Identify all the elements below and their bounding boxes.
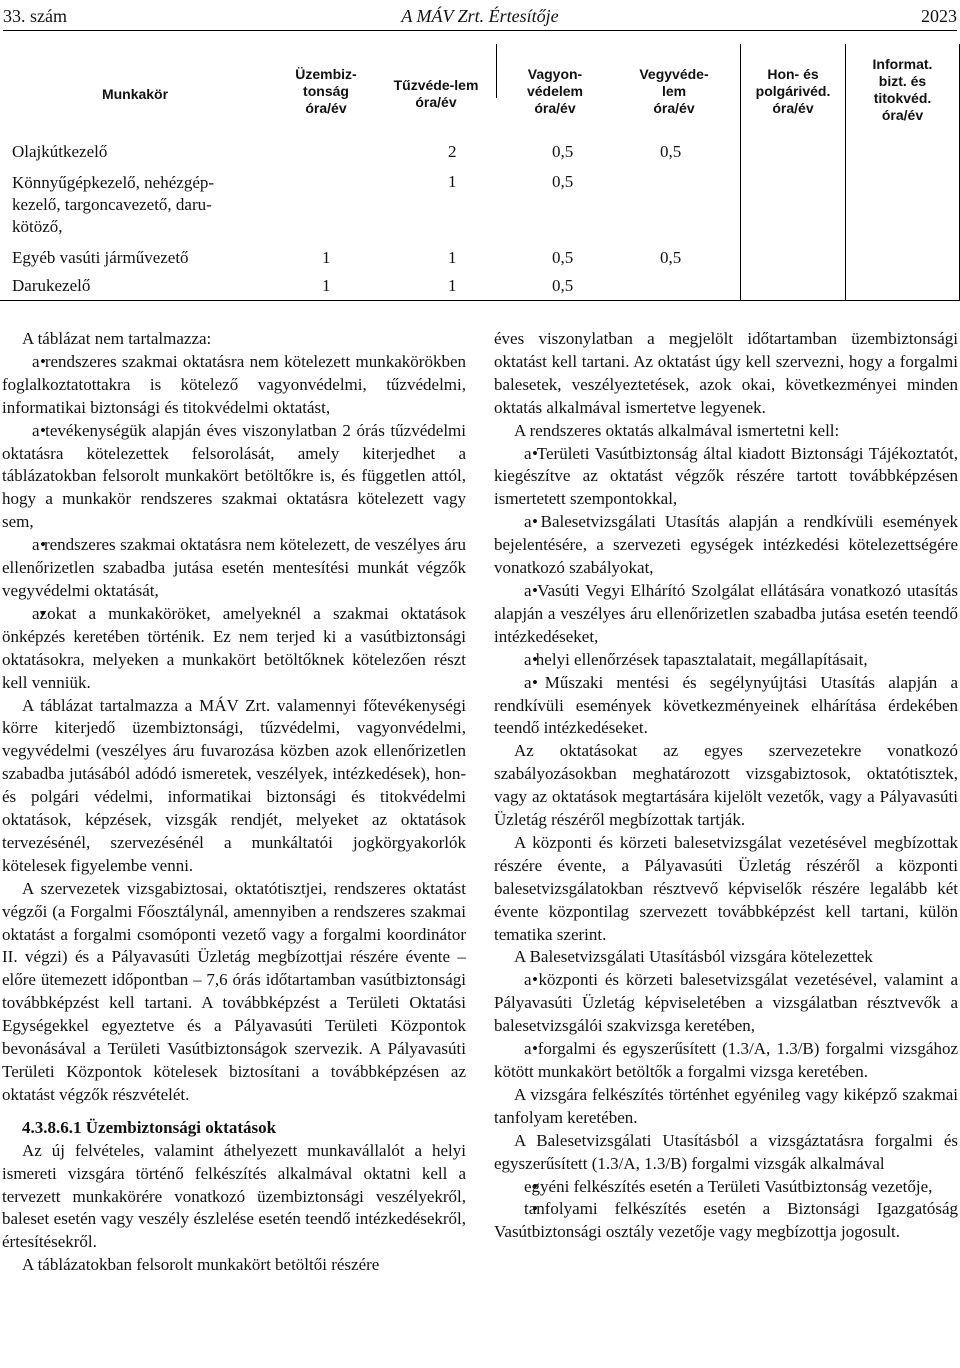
bullet-item: • a Balesetvizsgálati Utasítás alapján a rendkívüli események bejelentésére, a szervezeti egységek intézkedési kötelezettségére vonatkozó szabályokat, (494, 511, 958, 580)
cell-tuzvedelem: 1 (448, 276, 457, 295)
cell-tuzvedelem: 1 (448, 172, 457, 191)
paragraph: Az oktatásokat az egyes szervezetekre vonatkozó szabályozásokban meghatározott vizsgabiztosok, oktatótisztek, vagy az oktatások megtartására kijelölt vezetők, vagy a Pályavasúti Üzletág részéről megbízottak tartják. (494, 741, 958, 830)
paragraph: A rendszeres oktatás alkalmával ismertetni kell: (514, 420, 840, 440)
header-tuzvedelem: Tűzvéde-lem óra/év (393, 77, 479, 110)
header-munkakor: Munkakör (101, 86, 169, 102)
bullet-item: • a tevékenységük alapján éves viszonylatban 2 órás tűzvédelmi oktatásra kötelezettek felsorolását, amely kiterjedhet a táblázatokban felsorolt munkakört betöltőkre is, és független attól, hogy a munkakör rendszeres szakmai oktatásra kötelezett vagy sem, (2, 420, 466, 535)
bullet-item: • a forgalmi és egyszerűsített (1.3/A, 1.3/B) forgalmi vizsgához kötött munkakört betöltők a forgalmi vizsga keretében. (494, 1038, 958, 1084)
header-uzembiztonsag: Üzembiz- tonság óra/év (295, 66, 357, 116)
row-name-konnyugepkezelo: Könnyűgépkezelő, nehézgép- kezelő, targoncavezető, daru- kötöző, (12, 173, 215, 236)
paragraph: A vizsgára felkészítés történhet egyénileg vagy kiképző szakmai tanfolyam keretében. (494, 1084, 958, 1127)
header-informatikai: Informat. bizt. és titokvéd. óra/év (872, 56, 933, 123)
cell-vagyonvedelem: 0,5 (552, 172, 574, 191)
publication-year: 2023 (921, 6, 957, 26)
row-divider (0, 300, 960, 301)
cell-uzembiztonsag: 1 (322, 276, 331, 295)
header-vegyvedelem: Vegyvéde- lem óra/év (639, 66, 709, 116)
paragraph: A táblázat nem tartalmazza: (22, 329, 212, 348)
paragraph: A Balesetvizsgálati Utasításból vizsgára kötelezettek (514, 947, 873, 967)
cell-tuzvedelem: 2 (448, 142, 457, 161)
bullet-item: • a Területi Vasútbiztonság által kiadott Biztonsági Tájékoztatót, kiegészítve az oktatást végzők részére tartott továbbképzésen ismertetett szempontokkal, (494, 443, 958, 512)
cell-vagyonvedelem: 0,5 (552, 276, 574, 295)
paragraph: A központi és körzeti balesetvizsgálat vezetésével megbízottak részére évente, a Pályavasúti Üzletág részéről a központi balesetvizsgálatokban résztvevő képviselők részére legalább két évente központilag szervezett továbbképzést kell tartani, külön tematika szerint. (494, 832, 958, 944)
row-name-olajkutkezelo: Olajkútkezelő (12, 142, 108, 161)
paragraph: Az új felvételes, valamint áthelyezett munkavállalót a helyi ismereti vizsgára történő felkészítés alkalmával oktatni kell a tervezett munkakörére vonatkozó üzembiztonsági veszélyekről, baleset esetén vagy veszély észlelése esetén teendő intézkedésekről, értesítésekről. (2, 1140, 466, 1252)
bullet-item: • azokat a munkaköröket, amelyeknél a szakmai oktatások önképzés keretében történik. Ez nem terjed ki a vasútbiztonsági oktatásokra, melyeken a munkakört betöltőknek kötelezően részt kell venniük. (2, 603, 466, 695)
row-name-darukezelo: Darukezelő (12, 276, 91, 295)
left-text-column (2, 328, 466, 1277)
section-heading: 4.3.8.6.1 Üzembiztonsági oktatások (22, 1117, 277, 1137)
bullet-item: • a rendszeres szakmai oktatásra nem kötelezett munkakörökben foglalkoztatottakra is kötelező vagyonvédelmi, tűzvédelmi, informatikai biztonsági és titokvédelmi oktatást, (2, 351, 466, 420)
bullet-item: • tanfolyami felkészítés esetén a Biztonsági Igazgatóság Vasútbiztonsági osztály vezetője vagy megbízottja jogosult. (494, 1198, 958, 1244)
header-rule (3, 30, 957, 31)
paragraph: A táblázatokban felsorolt munkakört betöltői részére (22, 1255, 380, 1275)
paragraph: A Balesetvizsgálati Utasításból a vizsgáztatásra forgalmi és egyszerűsített (1.3/A, 1.3/B) forgalmi vizsgák alkalmával (494, 1130, 958, 1173)
paragraph: A táblázat tartalmazza a MÁV Zrt. valamennyi főtevékenységi körre kiterjedő üzembiztonsági, tűzvédelmi, vagyonvédelmi, vegyvédelmi (veszélyes áru fuvarozása közben azok ellenőrizetlen szabadba jutásából adódó ismeretek, veszélyek, intézkedések), hon- és polgári védelmi, informatikai biztonsági és titokvédelmi oktatások, képzések, vizsgák rendjét, melyeket az oktatások tervezésénél, szervezésénél a munkáltatói jogkörgyakorlók kötelesek figyelembe venni. (2, 695, 466, 875)
issue-number: 33. szám (3, 6, 67, 26)
header-vagyonvedelem: Vagyon- védelem óra/év (526, 66, 584, 116)
page-header (3, 6, 957, 30)
training-hours-table (0, 44, 960, 300)
cell-vagyonvedelem: 0,5 (552, 248, 574, 267)
bullet-item: • a helyi ellenőrzések tapasztalatait, megállapításait, (494, 649, 958, 672)
right-text-column (494, 328, 958, 1244)
cell-vagyonvedelem: 0,5 (552, 142, 574, 161)
cell-vegyvedelem: 0,5 (660, 248, 682, 267)
cell-vegyvedelem: 0,5 (660, 142, 682, 161)
bullet-item: • a Vasúti Vegyi Elhárító Szolgálat ellátására vonatkozó utasítás alapján a veszélyes áru ellenőrizetlen szabadba jutása esetén teendő intézkedéseket, (494, 580, 958, 649)
bullet-item: • a központi és körzeti balesetvizsgálat vezetésével, valamint a Pályavasúti Üzletág képviseletében a vizsgálatban résztvevők a balesetvizsgálói szakvizsga keretében, (494, 969, 958, 1038)
cell-uzembiztonsag: 1 (322, 248, 331, 267)
paragraph: éves viszonylatban a megjelölt időtartamban üzembiztonsági oktatást kell tartani. Az oktatást úgy kell szervezni, hogy a forgalmi balesetek, veszélyeztetések, azok okai, következményei minden oktatás alkalmával ismertetve legyenek. (494, 329, 958, 417)
paragraph: A szervezetek vizsgabiztosai, oktatótisztjei, rendszeres oktatást végzői (a Forgalmi Főosztálynál, amennyiben a rendszeres szakmai oktatást a forgalmi csomóponti vezető vagy a forgalmi koordinátor II. végzi) és a Pályavasúti Üzletág megbízottjai részére évente – előre ütemezett időpontban – 7,6 órás időtartamban vasútbiztonsági továbbképzést kell tartani. A továbbképzést a Területi Oktatási Egységekkel egyeztetve és a Pályavasúti Területi Központok bevonásával a Területi Vasútbiztonságok szervezik. A Pályavasúti Területi Központok kötelesek biztosítani a továbbképzésen az oktatást végzők részvételét. (2, 878, 466, 1104)
publication-title: A MÁV Zrt. Értesítője (401, 6, 559, 26)
bullet-item: • egyéni felkészítés esetén a Területi Vasútbiztonság vezetője, (494, 1176, 958, 1199)
bullet-item: • a Műszaki mentési és segélynyújtási Utasítás alapján a rendkívüli események következményeinek elhárítása érdekében teendő intézkedéseket. (494, 672, 958, 741)
row-name-egyeb-vasuti-jarmuvezeto: Egyéb vasúti járművezető (12, 248, 189, 267)
bullet-item: • a rendszeres szakmai oktatásra nem kötelezett, de veszélyes áru ellenőrizetlen szabadba jutása esetén mentesítési munkát végzők vegyvédelmi oktatását, (2, 534, 466, 603)
header-honvedelem: Hon- és polgárivéd. óra/év (755, 66, 831, 116)
cell-tuzvedelem: 1 (448, 248, 457, 267)
